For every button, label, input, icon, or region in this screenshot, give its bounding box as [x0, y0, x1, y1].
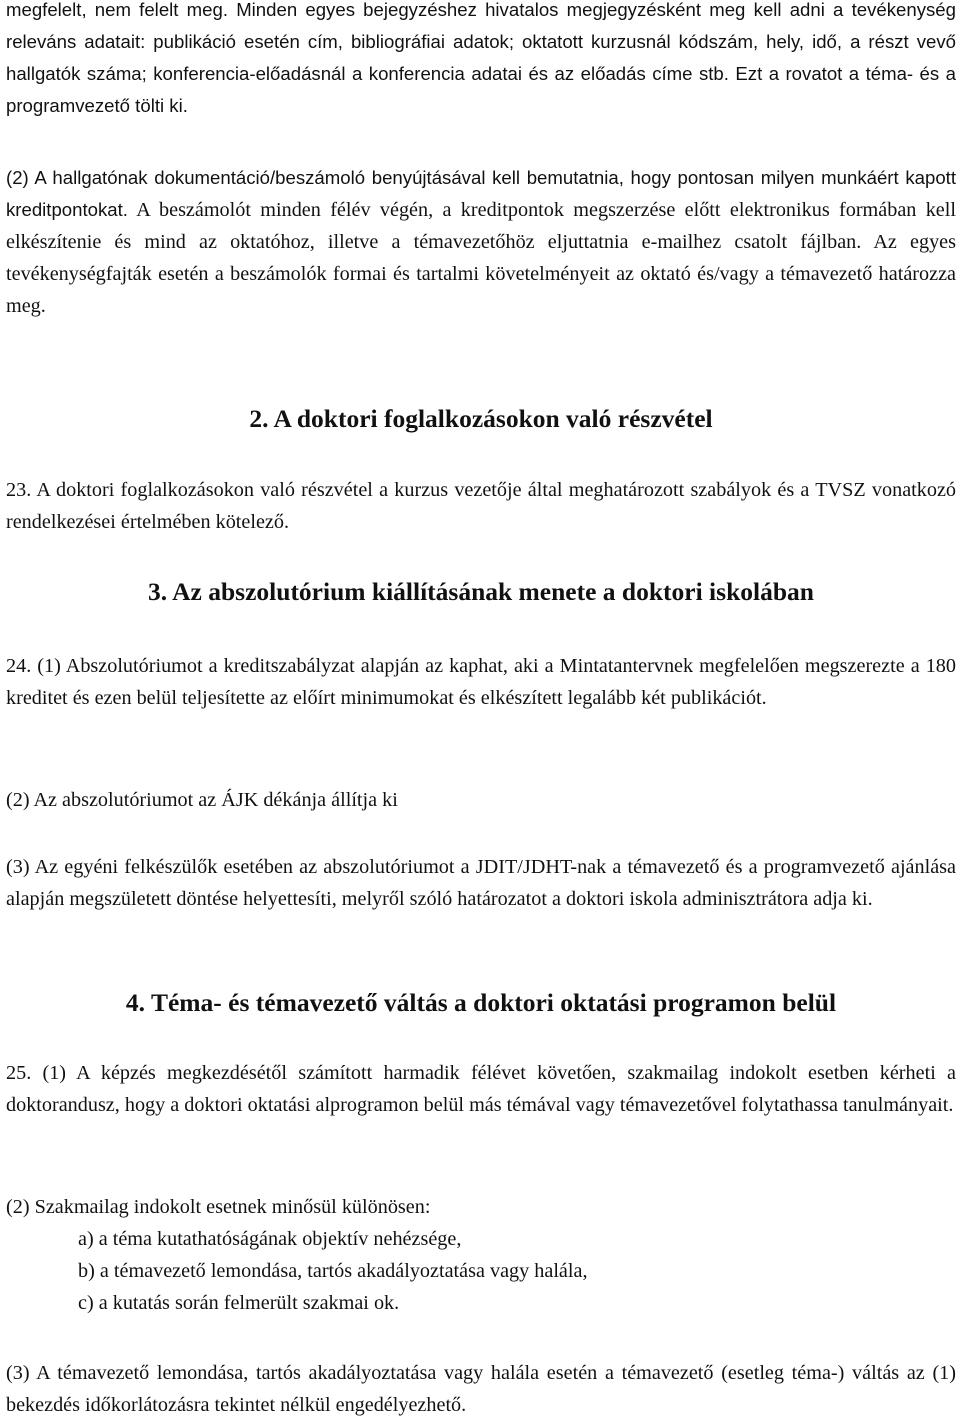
- article-24-number: 24.: [6, 655, 38, 677]
- paragraph-2-rest: A beszámolót minden félév végén, a kreditpontok megszerzése előtt elektronikus formában kell elkészítenie és mind az oktatóhoz, illetve a témavezetőhöz eljuttatnia e-mailhez csatolt fájlban. Az egyes tevékenységfajták esetén a beszámolók formai és tartalmi követelményeit az oktató és/vagy a témavezető határozza meg.: [6, 199, 956, 317]
- section-2-heading: 2. A doktori foglalkozásokon való részvétel: [249, 404, 713, 433]
- article-23-text: A doktori foglalkozásokon való részvétel a kurzus vezetője által meghatározott szabályok és a TVSZ vonatkozó rendelkezései értelmében kötelező.: [6, 479, 957, 533]
- article-25-paragraph-1: [6, 1057, 956, 1121]
- article-24-paragraph-1-text: (1) Abszolutóriumot a kreditszabályzat alapján az kaphat, aki a Mintatantervnek megfelelően megszerezte a 180 kreditet és ezen belül teljesítette az előírt minimumokat és elkészített legalább két publikációt.: [6, 655, 956, 709]
- article-25-number: 25.: [6, 1062, 43, 1084]
- section-3-heading: 3. Az abszolutórium kiállításának menete a doktori iskolában: [148, 577, 814, 606]
- article-24-paragraph-1: [6, 650, 956, 714]
- paragraph-2: [6, 162, 956, 322]
- article-25-paragraph-3: (3) A témavezető lemondása, tartós akadályoztatása vagy halála esetén a témavezető (esetleg téma-) váltás az (1) bekezdés időkorlátozásra tekintet nélkül engedélyezhető.: [6, 1362, 956, 1416]
- article-25-paragraph-1-text: (1) A képzés megkezdésétől számított harmadik félévet követően, szakmailag indokolt esetben kérheti a doktorandusz, hogy a doktori oktatási alprogramon belül más témával vagy témavezetővel folytathassa tanulmányait.: [6, 1062, 957, 1116]
- article-23-number: 23.: [6, 479, 37, 501]
- article-23: [6, 474, 956, 538]
- intro-paragraph: megfelelt, nem felelt meg. Minden egyes bejegyzéshez hivatalos megjegyzésként meg kell adni a tevékenység releváns adatait: publikáció esetén cím, bibliográfiai adatok; oktatott kurzusnál kódszám, hely, idő, a részt vevő hallgatók száma; konferencia-előadásnál a konferencia adatai és az előadás címe stb. Ezt a rovatot a téma- és a programvezető tölti ki.: [6, 0, 956, 116]
- list-item: a) a téma kutathatóságának objektív nehézsége,: [78, 1228, 462, 1250]
- article-24-paragraph-3: (3) Az egyéni felkészülők esetében az abszolutóriumot a JDIT/JDHT-nak a témavezető és a programvezető ajánlása alapján megszületett döntése helyettesíti, melyről szóló határozatot a doktori iskola adminisztrátora adja ki.: [6, 856, 956, 910]
- list-item: b) a témavezető lemondása, tartós akadályoztatása vagy halála,: [78, 1260, 588, 1282]
- section-4-heading: 4. Téma- és témavezető váltás a doktori oktatási programon belül: [125, 988, 837, 1017]
- article-25-paragraph-2: (2) Szakmailag indokolt esetnek minősül különösen:: [6, 1196, 431, 1218]
- article-25-list: [6, 1223, 956, 1319]
- paragraph-2-first-sentence: (2) A hallgatónak dokumentáció/beszámoló benyújtásával kell bemutatnia, hogy pontosan milyen munkáért kapott kreditpontokat.: [6, 167, 956, 220]
- article-24-paragraph-2: (2) Az abszolutóriumot az ÁJK dékánja állítja ki: [6, 789, 398, 811]
- list-item: c) a kutatás során felmerült szakmai ok.: [78, 1292, 400, 1314]
